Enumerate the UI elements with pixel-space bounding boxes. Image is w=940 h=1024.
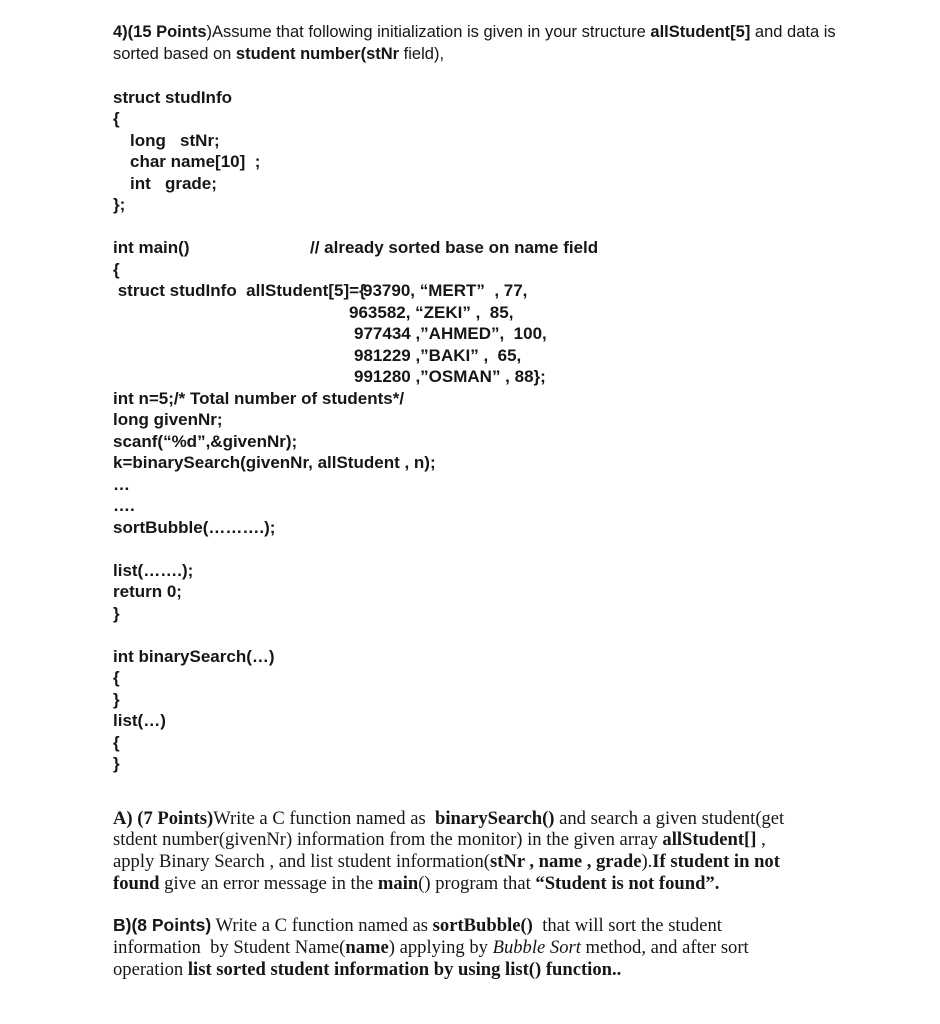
part-b-text: method, and after sort: [580, 937, 749, 959]
part-a-text: stdent number(givenNr) information from the monitor) in the given array: [113, 829, 663, 851]
spacer: [113, 538, 853, 560]
part-a-text: apply Binary Search , and list student information(: [113, 850, 490, 872]
code-line-list-call: list(…….);: [113, 560, 194, 580]
code-line-array-decl: [113, 280, 853, 302]
code-line-field-stnr: long stNr;: [130, 130, 220, 150]
part-a-text: ).: [641, 850, 653, 872]
part-b-label: B)(8 Points): [113, 915, 212, 936]
main-signature: int main(): [113, 238, 190, 257]
part-a-emphasis: found: [113, 872, 160, 894]
code-line-brace: }: [113, 689, 120, 709]
code-line-return: return 0;: [113, 582, 182, 601]
code-line-field-grade: int grade;: [130, 173, 217, 193]
part-a-fields: stNr , name , grade: [489, 850, 642, 872]
part-b-function-name: sortBubble(): [432, 915, 533, 937]
header-text: and data is: [750, 23, 836, 41]
part-a-function-name: binarySearch(): [434, 807, 555, 829]
code-line-array-row-3: 977434 ,”AHMED”, 100,: [354, 324, 547, 343]
header-sort-field: student number(stNr: [235, 44, 400, 63]
code-line-array-row-2: 963582, “ZEKI” , 85,: [349, 302, 514, 322]
header-array-name: allStudent[5]: [650, 23, 751, 41]
code-line-brace: };: [113, 195, 126, 214]
exam-content: [113, 22, 853, 980]
part-a-text: ,: [756, 829, 766, 851]
part-a-array-name: allStudent[]: [662, 829, 757, 851]
code-line-brace: {: [113, 109, 120, 128]
part-b-text: ) applying by: [388, 937, 493, 959]
part-b-line-3: [113, 959, 853, 981]
part-a-text: () program that: [418, 872, 536, 894]
array-row-1: 93790, “MERT” , 77,: [363, 281, 528, 300]
code-line-brace: }: [113, 603, 120, 623]
code-line-struct-decl: struct studInfo: [113, 87, 232, 107]
part-a-emphasis: If student in not: [652, 850, 780, 872]
code-line-scanf: scanf(“%d”,&givenNr);: [113, 431, 298, 451]
part-a-line-2: [113, 829, 853, 851]
spacer: [113, 216, 853, 238]
part-b-text: that will sort the student: [532, 915, 722, 937]
code-line-brace: {: [113, 259, 120, 279]
part-a-line-3: [113, 851, 853, 873]
code-line-dots: ….: [113, 496, 135, 515]
part-b-paragraph: [113, 915, 853, 980]
spacer: [113, 894, 853, 915]
code-line-list-def: list(…): [113, 711, 166, 730]
part-b-text: operation: [113, 958, 188, 980]
header-text: sorted based on: [113, 44, 236, 63]
code-line-field-name: char name[10] ;: [130, 152, 261, 171]
part-a-error-message: “Student is not found”.: [535, 872, 720, 894]
part-b-text: Write a C function named as: [211, 915, 433, 937]
array-decl-left: struct studInfo allStudent[5]={: [113, 281, 366, 300]
part-a-main-ref: main: [377, 872, 419, 894]
code-line-binarysearch-def: int binarySearch(…): [113, 646, 275, 666]
spacer: [113, 775, 853, 808]
code-line-givennr-decl: long givenNr;: [113, 410, 223, 429]
code-line-sortbubble-call: sortBubble(……….);: [113, 517, 276, 537]
part-a-text: Write a C function named as: [213, 807, 435, 829]
part-b-text: information by Student Name(: [113, 937, 346, 959]
spacer: [113, 624, 853, 646]
code-line-brace: {: [113, 732, 120, 752]
part-a-line-1: [113, 808, 853, 830]
part-a-label: A) (7 Points): [113, 807, 214, 829]
header-text: field),: [399, 44, 445, 63]
part-a-line-4: [113, 873, 853, 895]
part-b-line-1: [113, 915, 853, 937]
header-text: )Assume that following initialization is given in your structure: [206, 23, 651, 41]
part-b-method-name: Bubble Sort: [492, 937, 581, 959]
part-b-line-2: [113, 937, 853, 959]
part-a-text: give an error message in the: [159, 872, 378, 894]
question-number: 4)(15 Points: [113, 23, 207, 41]
part-b-emphasis: list sorted student information by using list() function..: [187, 958, 622, 980]
code-line-main-decl: [113, 237, 853, 259]
part-b-field-name: name: [345, 937, 389, 959]
question-header-line-2: [113, 44, 853, 66]
part-a-text: and search a given student(get: [554, 807, 785, 829]
code-line-brace: }: [113, 754, 120, 773]
question-header-line-1: [113, 22, 853, 44]
code-line-array-row-5: 991280 ,”OSMAN” , 88};: [354, 367, 546, 386]
part-a-paragraph: [113, 808, 853, 895]
code-line-dots: …: [113, 474, 130, 494]
code-line-binarysearch-call: k=binarySearch(givenNr, allStudent , n);: [113, 453, 436, 472]
code-line-n-decl: int n=5;/* Total number of students*/: [113, 388, 405, 408]
code-comment: // already sorted base on name field: [310, 238, 599, 257]
spacer: [113, 65, 853, 87]
code-line-array-row-4: 981229 ,”BAKI” , 65,: [354, 345, 522, 365]
code-line-brace: {: [113, 668, 120, 687]
